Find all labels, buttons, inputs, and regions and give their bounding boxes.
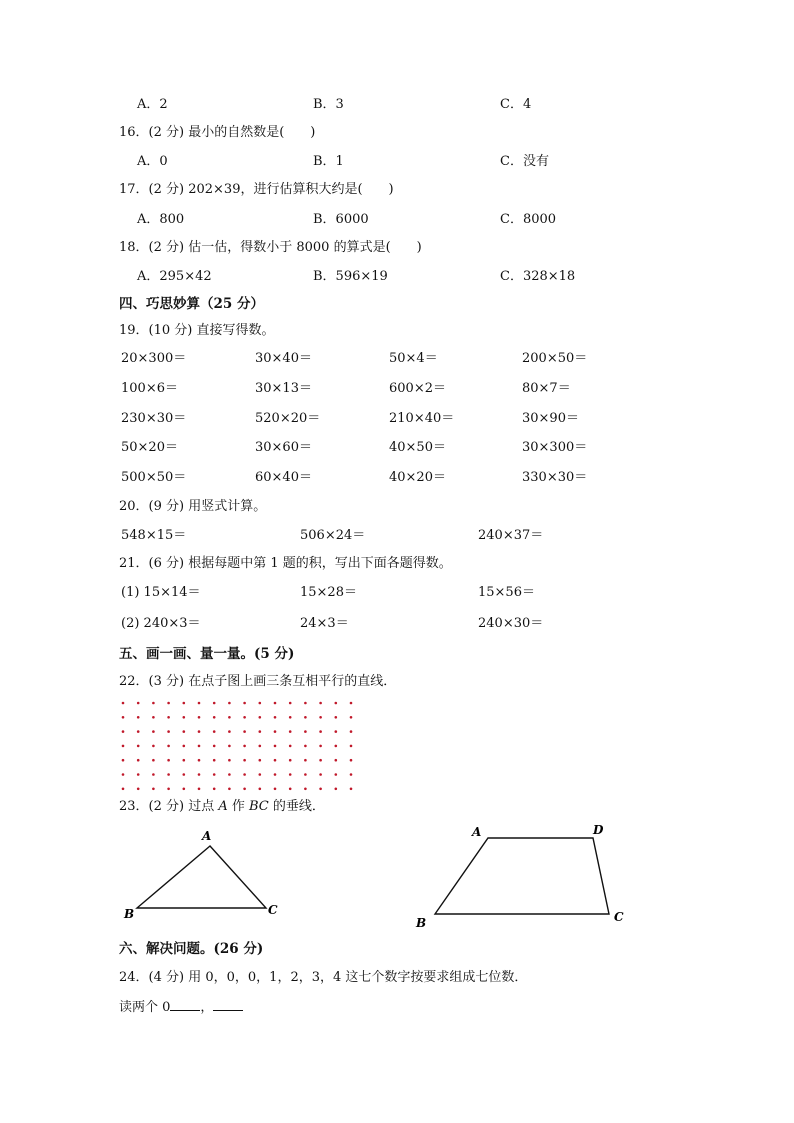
trapezoid-label-d: D [593,823,604,837]
q23-prefix: 23．(2 分) 过点 [119,799,219,814]
grid-dot [213,702,216,705]
grid-dot [304,730,307,733]
grid-dot [274,773,277,776]
grid-dot [198,773,201,776]
grid-dot [319,773,322,776]
trapezoid-figure [408,820,633,932]
grid-dot [259,788,262,791]
q20-item: 240×37＝ [478,528,544,543]
grid-dot [137,759,140,762]
dot-grid[interactable] [118,698,363,794]
grid-dot [243,730,246,733]
grid-dot [289,773,292,776]
grid-dot [274,788,277,791]
q16-option-b: B．1 [313,154,344,169]
grid-dot [274,716,277,719]
grid-dot [167,773,170,776]
q21-item: 15×56＝ [478,585,535,600]
grid-dot [213,716,216,719]
grid-dot [122,716,125,719]
grid-dot [350,759,353,762]
grid-dot [304,788,307,791]
grid-dot [350,788,353,791]
q22-stem: 22．(3 分) 在点子图上画三条互相平行的直线． [119,674,397,689]
grid-dot [152,702,155,705]
grid-dot [319,788,322,791]
grid-dot [304,716,307,719]
grid-dot [137,716,140,719]
q21-stem: 21．(6 分) 根据每题中第 1 题的积，写出下面各题得数。 [119,556,452,571]
q19-item: 330×30＝ [522,470,588,485]
grid-dot [350,702,353,705]
grid-dot [350,730,353,733]
grid-dot [289,730,292,733]
grid-dot [228,730,231,733]
q18-option-c: C．328×18 [500,269,576,284]
grid-dot [335,745,338,748]
q19-item: 30×90＝ [522,411,579,426]
q18-stem: 18．(2 分) 估一估，得数小于 8000 的算式是( ) [119,240,422,255]
q19-item: 50×20＝ [121,440,178,455]
grid-dot [304,745,307,748]
grid-dot [213,788,216,791]
q24-separator: ， [200,1000,214,1015]
q19-item: 520×20＝ [255,411,321,426]
q19-item: 200×50＝ [522,351,588,366]
section-5-title: 五、画一画、量一量。(5 分) [119,646,295,662]
grid-dot [259,702,262,705]
grid-dot [152,730,155,733]
grid-dot [167,730,170,733]
grid-dot [243,716,246,719]
grid-dot [319,730,322,733]
q16-stem: 16．(2 分) 最小的自然数是( ) [119,125,316,140]
section-6-title: 六、解决问题。(26 分) [119,941,264,957]
answer-blank-2[interactable] [213,999,243,1011]
grid-dot [335,788,338,791]
grid-dot [243,702,246,705]
grid-dot [137,730,140,733]
grid-dot [289,745,292,748]
grid-dot [152,759,155,762]
q19-item: 600×2＝ [389,381,446,396]
section-4-title: 四、巧思妙算（25 分） [119,296,264,312]
grid-dot [137,773,140,776]
answer-blank-1[interactable] [170,999,200,1011]
trapezoid-shape [435,838,609,914]
grid-dot [243,745,246,748]
q21-item: 24×3＝ [300,616,349,631]
triangle-label-b: B [124,907,135,921]
grid-dot [228,773,231,776]
q15-option-c: C．4 [500,97,532,112]
q21-item: 240×30＝ [478,616,544,631]
grid-dot [167,759,170,762]
q19-item: 500×50＝ [121,470,187,485]
q19-item: 30×40＝ [255,351,312,366]
q24-stem: 24．(4 分) 用 0，0，0，1，2，3，4 这七个数字按要求组成七位数． [119,970,528,985]
grid-dot [183,759,186,762]
grid-dot [259,773,262,776]
q19-item: 230×30＝ [121,411,187,426]
grid-dot [274,730,277,733]
grid-dot [183,716,186,719]
q17-option-c: C．8000 [500,212,557,227]
grid-dot [122,773,125,776]
grid-dot [335,730,338,733]
q19-item: 30×300＝ [522,440,588,455]
grid-dot [335,716,338,719]
grid-dot [198,788,201,791]
grid-dot [274,745,277,748]
triangle-label-a: A [202,829,212,843]
grid-dot [122,788,125,791]
q20-item: 506×24＝ [300,528,366,543]
grid-dot [122,745,125,748]
grid-dot [198,745,201,748]
grid-dot [289,788,292,791]
grid-dot [152,773,155,776]
triangle-shape [137,846,266,908]
grid-dot [213,759,216,762]
q19-item: 210×40＝ [389,411,455,426]
grid-dot [198,730,201,733]
grid-dot [213,730,216,733]
q19-item: 100×6＝ [121,381,178,396]
grid-dot [122,759,125,762]
trapezoid-label-b: B [416,916,427,930]
grid-dot [198,716,201,719]
q17-option-a: A．800 [137,212,185,227]
grid-dot [259,759,262,762]
q17-option-b: B．6000 [313,212,369,227]
grid-dot [137,702,140,705]
q18-option-b: B．596×19 [313,269,388,284]
grid-dot [122,702,125,705]
q19-item: 40×50＝ [389,440,446,455]
grid-dot [122,730,125,733]
grid-dot [167,788,170,791]
grid-dot [350,745,353,748]
grid-dot [243,773,246,776]
q19-item: 60×40＝ [255,470,312,485]
grid-dot [167,716,170,719]
q21-item: 15×28＝ [300,585,357,600]
q20-item: 548×15＝ [121,528,187,543]
q24-line [119,999,243,1016]
grid-dot [183,730,186,733]
grid-dot [183,773,186,776]
trapezoid-label-c: C [614,910,624,924]
trapezoid-label-a: A [472,825,482,839]
grid-dot [228,788,231,791]
grid-dot [243,759,246,762]
q17-stem: 17．(2 分) 202×39，进行估算积大约是( ) [119,182,394,197]
grid-dot [152,788,155,791]
q24-line-text: 读两个 0 [119,1000,171,1015]
grid-dot [137,788,140,791]
grid-dot [335,773,338,776]
q23-stem [119,799,325,815]
q16-option-a: A．0 [137,154,168,169]
q15-option-a: A．2 [137,97,168,112]
grid-dot [183,788,186,791]
grid-dot [319,745,322,748]
grid-dot [304,702,307,705]
grid-dot [289,702,292,705]
grid-dot [213,773,216,776]
grid-dot [350,773,353,776]
grid-dot [289,759,292,762]
q19-item: 30×13＝ [255,381,312,396]
q19-item: 20×300＝ [121,351,187,366]
grid-dot [152,716,155,719]
q23-mid: 作 [227,799,250,814]
grid-dot [304,773,307,776]
q15-option-b: B．3 [313,97,344,112]
q18-option-a: A．295×42 [137,269,212,284]
q19-item: 30×60＝ [255,440,312,455]
q19-stem: 19．(10 分) 直接写得数。 [119,323,275,338]
q20-stem: 20．(9 分) 用竖式计算。 [119,499,267,514]
grid-dot [137,745,140,748]
grid-dot [198,759,201,762]
grid-dot [228,702,231,705]
q23-line-bc: BC [249,799,269,814]
q19-item: 50×4＝ [389,351,438,366]
q19-item: 80×7＝ [522,381,571,396]
grid-dot [259,716,262,719]
grid-dot [228,716,231,719]
q16-option-c: C．没有 [500,154,549,169]
grid-dot [152,745,155,748]
grid-dot [228,745,231,748]
grid-dot [228,759,231,762]
q23-suffix: 的垂线． [268,799,325,814]
grid-dot [304,759,307,762]
grid-dot [213,745,216,748]
grid-dot [335,759,338,762]
grid-dot [198,702,201,705]
q21-item: (2) 240×3＝ [121,616,201,631]
grid-dot [274,759,277,762]
triangle-label-c: C [268,903,278,917]
grid-dot [335,702,338,705]
grid-dot [350,716,353,719]
q23-point-a: A [218,799,228,814]
grid-dot [289,716,292,719]
grid-dot [183,745,186,748]
grid-dot [319,702,322,705]
grid-dot [183,702,186,705]
triangle-figure [120,822,300,922]
grid-dot [319,759,322,762]
grid-dot [167,702,170,705]
q19-item: 40×20＝ [389,470,446,485]
grid-dot [259,730,262,733]
grid-dot [274,702,277,705]
grid-dot [243,788,246,791]
q21-item: (1) 15×14＝ [121,585,201,600]
grid-dot [319,716,322,719]
grid-dot [259,745,262,748]
grid-dot [167,745,170,748]
